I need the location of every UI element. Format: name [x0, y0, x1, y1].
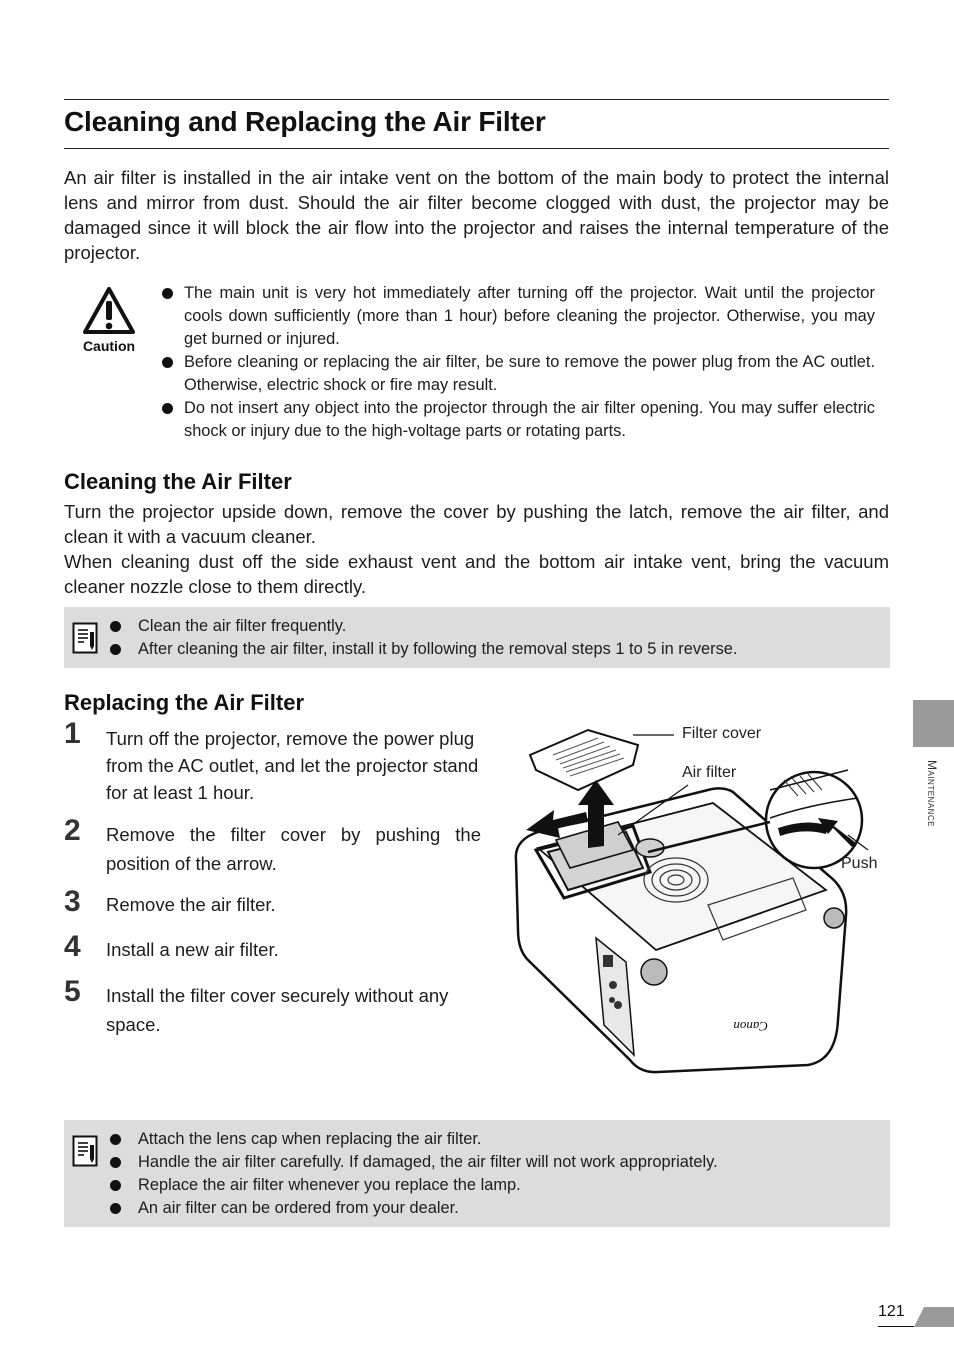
caution-block-icon: [78, 286, 140, 354]
step-number: 4: [64, 930, 81, 963]
caution-item: The main unit is very hot immediately after turning off the projector. Wait until the projector cools down sufficiently (more than 1 hour) before cleaning the projector. Otherwise, you may get burned or injured.: [160, 282, 875, 351]
step-text: Install a new air filter.: [106, 939, 279, 960]
replacing-heading: Replacing the Air Filter: [64, 690, 305, 715]
filter-illustration: [508, 700, 888, 1085]
page-corner-tab: [914, 1307, 954, 1327]
label-filter-cover: Filter cover: [682, 725, 762, 742]
cleaning-note-box: [64, 607, 890, 668]
caution-triangle-icon: [82, 286, 136, 336]
replacing-note-box: [64, 1120, 890, 1227]
note-item: An air filter can be ordered from your dealer.: [110, 1197, 718, 1220]
step-text: Install the filter cover securely without any space.: [106, 985, 449, 1035]
cleaning-paragraph-1: Turn the projector upside down, remove the cover by pushing the latch, remove the air filter, and clean it with a vacuum cleaner.: [64, 501, 889, 547]
step-text: Remove the air filter.: [106, 894, 276, 915]
label-push: Push: [841, 855, 878, 872]
step-number: 5: [64, 975, 81, 1008]
cleaning-note-list: [110, 615, 737, 661]
title-underline: [64, 148, 889, 149]
brand-logo: Canon: [733, 1019, 768, 1034]
note-item: Handle the air filter carefully. If damaged, the air filter will not work appropriately.: [110, 1151, 718, 1174]
note-item: Replace the air filter whenever you replace the lamp.: [110, 1174, 718, 1197]
caution-item: Before cleaning or replacing the air filter, be sure to remove the power plug from the AC outlet. Otherwise, electric shock or fire may result.: [160, 351, 875, 397]
step-number: 3: [64, 885, 81, 918]
page-title: Cleaning and Replacing the Air Filter: [64, 106, 546, 137]
step-number: 2: [64, 814, 81, 847]
caution-label: Caution: [82, 338, 136, 354]
note-item: After cleaning the air filter, install it by following the removal steps 1 to 5 in reverse.: [110, 638, 737, 661]
top-rule: [64, 99, 889, 100]
replacing-note-list: [110, 1128, 718, 1220]
memo-icon: [72, 622, 98, 654]
page-number: 121: [878, 1303, 905, 1320]
caution-item: Do not insert any object into the projector through the air filter opening. You may suffer electric shock or injury due to the high-voltage parts or rotating parts.: [160, 397, 875, 443]
projector-diagram: [508, 700, 888, 1085]
caution-list: [160, 282, 875, 443]
step-number: 1: [64, 717, 81, 750]
memo-icon: [72, 1135, 98, 1167]
note-item: Attach the lens cap when replacing the air filter.: [110, 1128, 718, 1151]
section-tab: [913, 700, 954, 747]
intro-paragraph: An air filter is installed in the air intake vent on the bottom of the main body to protect the internal lens and mirror from dust. Should the air filter become clogged with dust, the projector may be damaged since it will block the air flow into the projector and raises the internal temperature of the projector.: [64, 167, 889, 263]
step-text: Turn off the projector, remove the power plug from the AC outlet, and let the projector stand for at least 1 hour.: [106, 728, 479, 803]
page-number-rule: [878, 1326, 914, 1327]
cleaning-heading: Cleaning the Air Filter: [64, 469, 292, 494]
cleaning-paragraph-2: When cleaning dust off the side exhaust vent and the bottom air intake vent, bring the vacuum cleaner nozzle close to them directly.: [64, 551, 889, 597]
cleaning-text: [64, 499, 889, 599]
section-tab-label: Maintenance: [925, 760, 939, 828]
label-air-filter: Air filter: [682, 764, 737, 781]
step-text: Remove the filter cover by pushing the position of the arrow.: [106, 824, 481, 874]
note-item: Clean the air filter frequently.: [110, 615, 737, 638]
